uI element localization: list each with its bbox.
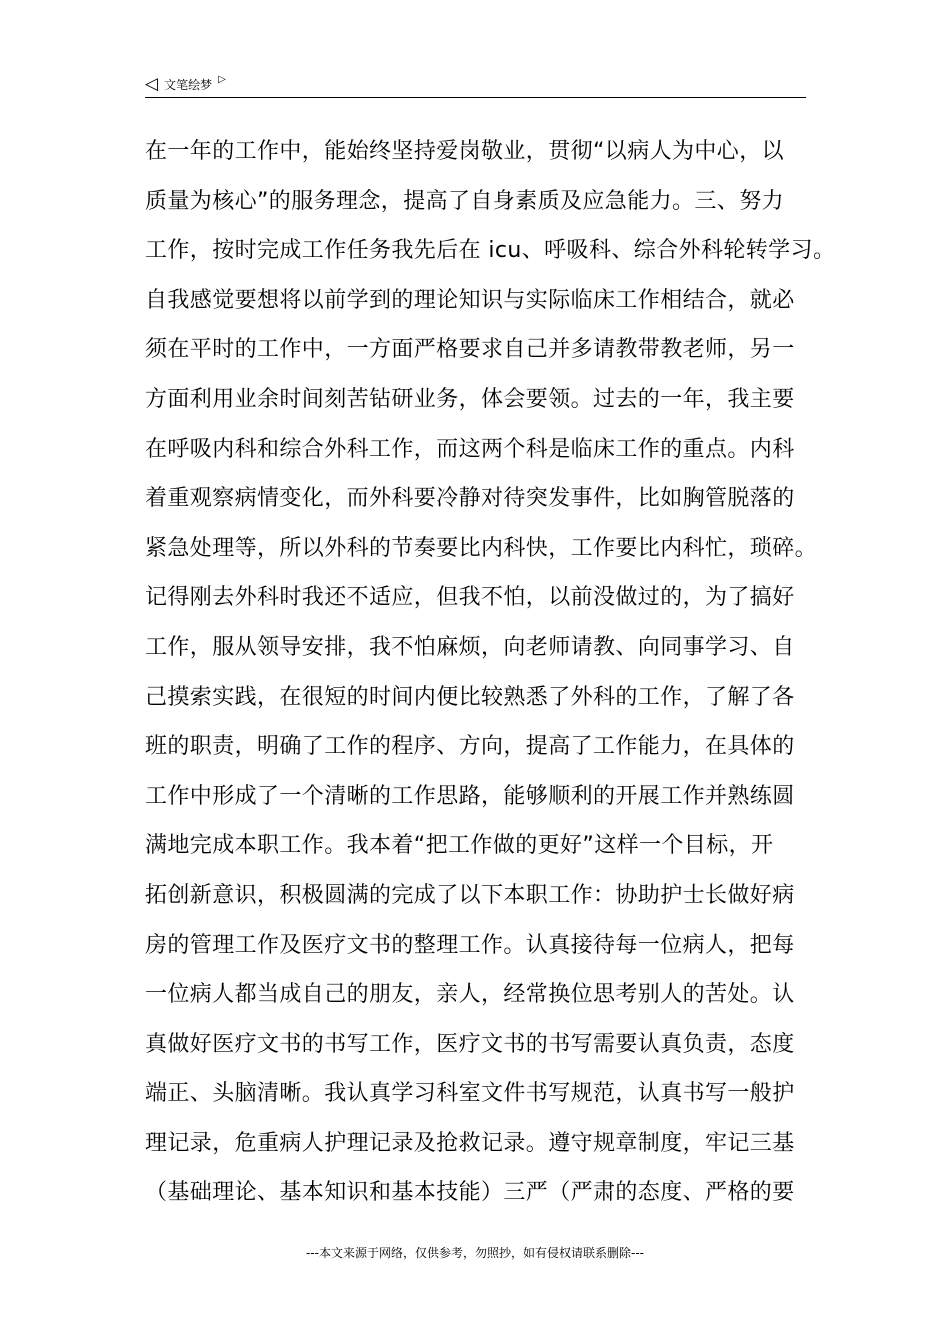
- text-line: 自我感觉要想将以前学到的理论知识与实际临床工作相结合，就必: [145, 287, 795, 313]
- header-title: 文笔绘梦: [164, 77, 213, 92]
- text-line: 紧急处理等，所以外科的节奏要比内科快，工作要比内科忙，琐碎。: [145, 535, 818, 561]
- text-line: 理记录，危重病人护理记录及抢救记录。遵守规章制度，牢记三基: [145, 1130, 795, 1156]
- footer-notice: ---本文来源于网络，仅供参考，勿照抄，如有侵权请联系删除---: [306, 1246, 644, 1260]
- right-triangle-icon: ▷: [218, 74, 226, 85]
- text-line: 须在平时的工作中，一方面严格要求自己并多请教带教老师，另一: [145, 337, 795, 363]
- text-line: 一位病人都当成自己的朋友，亲人，经常换位思考别人的苦处。认: [145, 982, 795, 1008]
- text-line: 工作中形成了一个清晰的工作思路，能够顺利的开展工作并熟练圆: [145, 783, 795, 809]
- text-line: 房的管理工作及医疗文书的整理工作。认真接待每一位病人，把每: [145, 932, 795, 958]
- text-line: 质量为核心”的服务理念，提高了自身素质及应急能力。三、努力: [145, 188, 784, 214]
- header-divider: [145, 97, 806, 98]
- text-line: 端正、头脑清晰。我认真学习科室文件书写规范，认真书写一般护: [145, 1081, 795, 1107]
- text-line: 拓创新意识，积极圆满的完成了以下本职工作：协助护士长做好病: [145, 882, 795, 908]
- text-line: 在一年的工作中，能始终坚持爱岗敬业，贯彻“以病人为中心，以: [145, 139, 784, 164]
- text-line: 方面利用业余时间刻苦钻研业务，体会要领。过去的一年，我主要: [145, 386, 795, 412]
- text-line: （基础理论、基本知识和基本技能）三严（严肃的态度、严格的要: [145, 1180, 795, 1206]
- text-line: 在呼吸内科和综合外科工作，而这两个科是临床工作的重点。内科: [145, 436, 795, 462]
- left-triangle-icon: ◁: [145, 73, 159, 94]
- text-line: 着重观察病情变化，而外科要冷静对待突发事件，比如胸管脱落的: [145, 486, 795, 512]
- text-line: 己摸索实践，在很短的时间内便比较熟悉了外科的工作，了解了各: [145, 684, 795, 710]
- page-header: [145, 72, 226, 96]
- text-line: 工作，按时完成工作任务我先后在 icu、呼吸科、综合外科轮转学习。: [145, 238, 836, 264]
- text-line: 工作，服从领导安排，我不怕麻烦，向老师请教、向同事学习、自: [145, 634, 795, 660]
- text-line: 班的职责，明确了工作的程序、方向，提高了工作能力，在具体的: [145, 734, 795, 760]
- text-line: 记得刚去外科时我还不适应，但我不怕，以前没做过的，为了搞好: [145, 585, 795, 611]
- text-line: 真做好医疗文书的书写工作，医疗文书的书写需要认真负责，态度: [145, 1031, 795, 1057]
- document-body: [145, 127, 836, 1218]
- text-line: 满地完成本职工作。我本着“把工作做的更好”这样一个目标，开: [145, 833, 774, 859]
